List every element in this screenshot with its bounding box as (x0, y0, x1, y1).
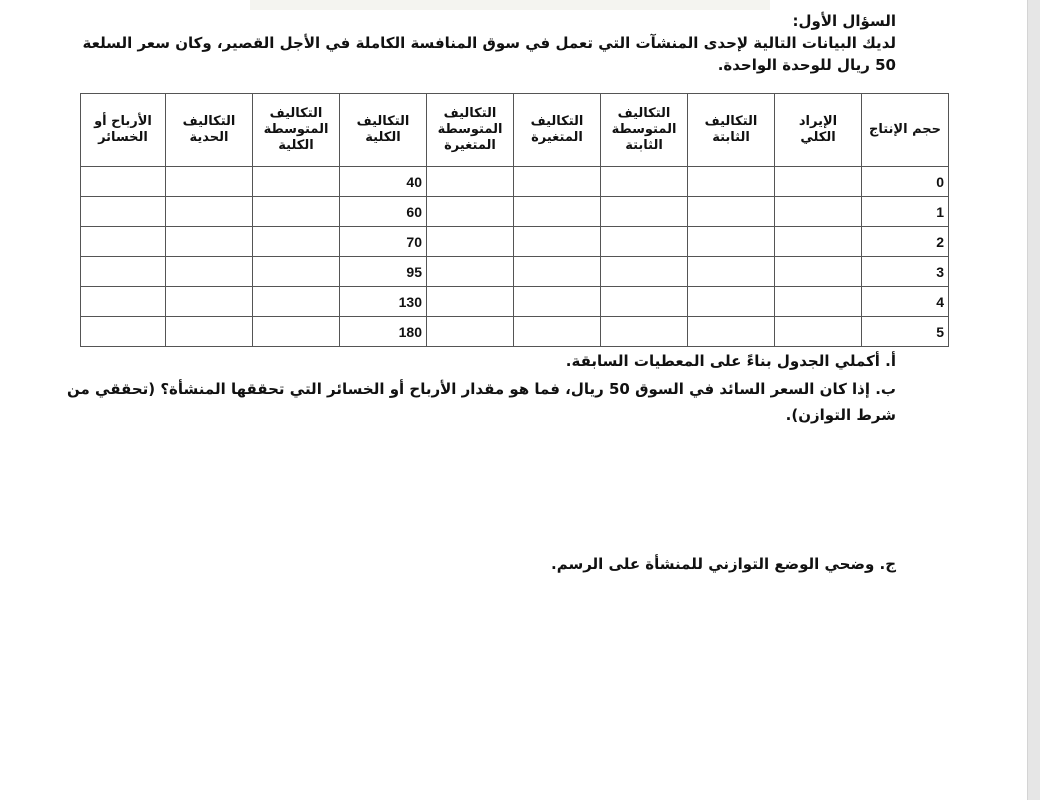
cell-empty (688, 167, 775, 197)
header-average-fixed-costs: التكاليف المتوسطة الثابتة (601, 94, 688, 167)
cell-empty (514, 287, 601, 317)
header-output: حجم الإنتاج (862, 94, 949, 167)
cell-empty (253, 227, 340, 257)
cell-empty (601, 317, 688, 347)
table-row (81, 227, 949, 257)
scrollbar[interactable] (1027, 0, 1040, 800)
cell-empty (166, 197, 253, 227)
cell-empty (688, 287, 775, 317)
cell-empty (775, 257, 862, 287)
cell-total-cost: 40 (340, 167, 427, 197)
question-title: السؤال الأول: (792, 12, 896, 30)
header-total-revenue: الإيراد الكلي (775, 94, 862, 167)
cell-empty (166, 227, 253, 257)
cell-empty (688, 257, 775, 287)
part-b-text: ب. إذا كان السعر السائد في السوق 50 ريال، فما هو مقدار الأرباح أو الخسائر التي تحققها المنشأة؟ (تحققي من شرط التوازن). (67, 380, 896, 424)
table-row (81, 197, 949, 227)
cell-empty (775, 167, 862, 197)
cell-empty (427, 317, 514, 347)
header-average-total-costs: التكاليف المتوسطة الكلية (253, 94, 340, 167)
cell-total-cost: 70 (340, 227, 427, 257)
cell-empty (514, 167, 601, 197)
table-row (81, 317, 949, 347)
cell-total-cost: 180 (340, 317, 427, 347)
cell-empty (81, 287, 166, 317)
header-marginal-costs: التكاليف الحدية (166, 94, 253, 167)
header-fixed-costs: التكاليف الثابتة (688, 94, 775, 167)
page-top-strip (250, 0, 770, 10)
cell-empty (775, 197, 862, 227)
cell-empty (775, 287, 862, 317)
table-row (81, 167, 949, 197)
cell-empty (81, 167, 166, 197)
cell-empty (514, 257, 601, 287)
cell-total-cost: 95 (340, 257, 427, 287)
cell-empty (81, 197, 166, 227)
table-row (81, 257, 949, 287)
cell-output: 5 (862, 317, 949, 347)
cell-empty (427, 167, 514, 197)
cell-empty (253, 257, 340, 287)
cell-empty (166, 317, 253, 347)
cell-empty (427, 287, 514, 317)
cell-total-cost: 130 (340, 287, 427, 317)
cell-empty (688, 317, 775, 347)
part-a-text: أ. أكملي الجدول بناءً على المعطيات السابقة. (565, 352, 896, 370)
cell-empty (688, 197, 775, 227)
cell-empty (601, 167, 688, 197)
cell-output: 3 (862, 257, 949, 287)
cell-empty (601, 197, 688, 227)
table-header-row (81, 94, 949, 167)
cell-empty (514, 197, 601, 227)
part-c-text: ج. وضحي الوضع التوازني للمنشأة على الرسم. (551, 555, 896, 573)
cell-empty (688, 227, 775, 257)
cell-empty (601, 287, 688, 317)
cell-empty (253, 197, 340, 227)
cell-empty (166, 257, 253, 287)
table-row (81, 287, 949, 317)
cell-empty (427, 197, 514, 227)
cell-empty (514, 227, 601, 257)
cell-empty (166, 167, 253, 197)
cost-table (80, 93, 949, 347)
header-total-costs: التكاليف الكلية (340, 94, 427, 167)
cell-empty (514, 317, 601, 347)
cell-empty (166, 287, 253, 317)
cell-output: 4 (862, 287, 949, 317)
cell-empty (81, 317, 166, 347)
cell-empty (253, 317, 340, 347)
cell-output: 1 (862, 197, 949, 227)
cell-total-cost: 60 (340, 197, 427, 227)
cell-empty (601, 257, 688, 287)
header-variable-costs: التكاليف المتغيرة (514, 94, 601, 167)
header-average-variable-costs: التكاليف المتوسطة المتغيرة (427, 94, 514, 167)
cell-empty (427, 227, 514, 257)
cell-empty (253, 167, 340, 197)
cell-output: 0 (862, 167, 949, 197)
cell-empty (427, 257, 514, 287)
header-profit-or-loss: الأرباح أو الخسائر (81, 94, 166, 167)
cell-empty (775, 227, 862, 257)
cell-empty (81, 227, 166, 257)
cell-empty (81, 257, 166, 287)
cell-empty (775, 317, 862, 347)
cell-empty (601, 227, 688, 257)
cell-empty (253, 287, 340, 317)
question-intro: لديك البيانات التالية لإحدى المنشآت التي تعمل في سوق المنافسة الكاملة في الأجل القصير، وكان سعر السلعة 50 ريال للوحدة الواحدة. (82, 34, 896, 74)
cell-output: 2 (862, 227, 949, 257)
